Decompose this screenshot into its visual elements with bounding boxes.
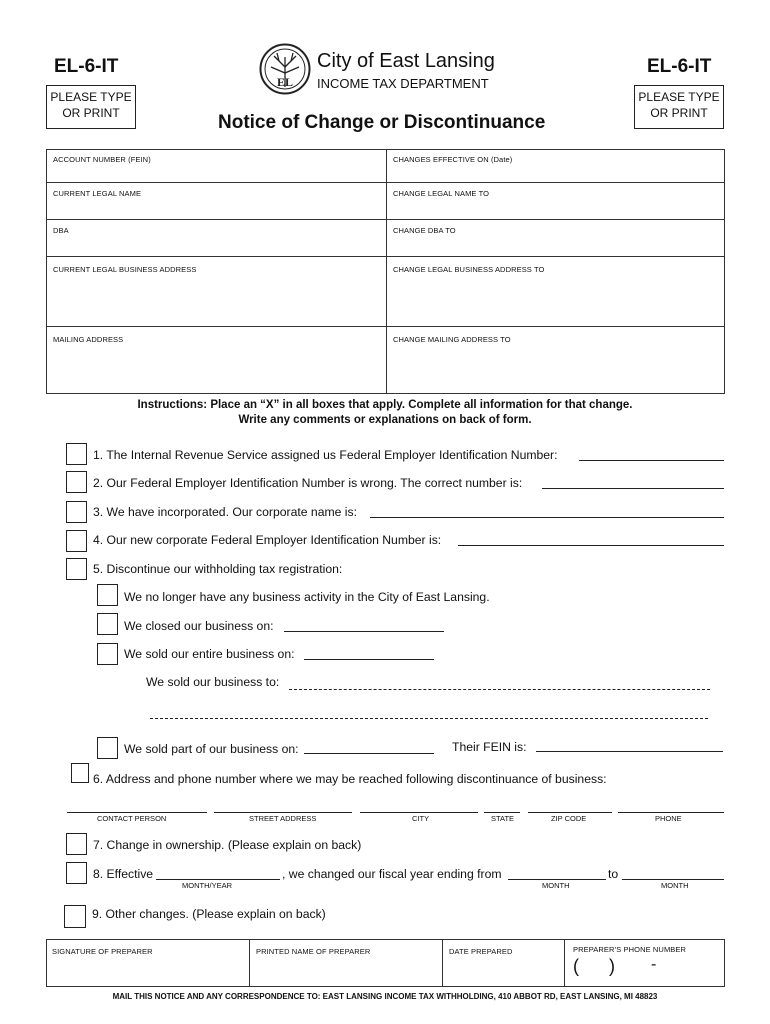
item-5b-line[interactable]	[284, 631, 444, 632]
street-line[interactable]	[214, 812, 352, 813]
phone-paren-close: )	[609, 956, 615, 976]
phone-line[interactable]	[618, 812, 724, 813]
checkbox-item-5c[interactable]	[97, 643, 118, 665]
zip-line[interactable]	[528, 812, 612, 813]
item-7-text: 7. Change in ownership. (Please explain on back)	[93, 838, 362, 852]
dba-label: DBA	[53, 226, 69, 235]
type-note-line2: OR PRINT	[62, 106, 120, 120]
signature-label: SIGNATURE OF PREPARER	[52, 947, 153, 956]
checkbox-item-5e[interactable]	[97, 737, 118, 759]
dba-field[interactable]	[46, 219, 387, 257]
instructions-line1: Instructions: Place an “X” in all boxes that apply. Complete all information for that change.	[137, 399, 633, 411]
item-5b-text: We closed our business on:	[124, 619, 274, 633]
state-label: STATE	[491, 814, 515, 823]
mailing-address-label: MAILING ADDRESS	[53, 335, 124, 344]
printed-name-label: PRINTED NAME OF PREPARER	[256, 947, 371, 956]
signature-field[interactable]	[46, 939, 250, 987]
checkbox-item-5a[interactable]	[97, 584, 118, 606]
type-note-right	[634, 85, 724, 129]
item-2-text: 2. Our Federal Employer Identification Number is wrong. The correct number is:	[93, 476, 523, 490]
contact-person-line[interactable]	[67, 812, 207, 813]
state-line[interactable]	[484, 812, 520, 813]
change-legal-name-label: CHANGE LEGAL NAME TO	[393, 189, 490, 198]
item-8-to-line[interactable]	[622, 879, 724, 880]
checkbox-item-5b[interactable]	[97, 613, 118, 635]
item-5c-line[interactable]	[304, 659, 434, 660]
street-label: STREET ADDRESS	[249, 814, 317, 823]
form-id-right: EL-6-IT	[647, 56, 712, 77]
current-legal-name-label: CURRENT LEGAL NAME	[53, 189, 142, 198]
change-dba-field[interactable]	[386, 219, 725, 257]
checkbox-item-6[interactable]	[71, 763, 89, 783]
preparer-phone-label: PREPARER’S PHONE NUMBER	[573, 945, 687, 954]
month-label-2: MONTH	[661, 881, 689, 890]
checkbox-item-9[interactable]	[64, 905, 86, 928]
type-note-line1: PLEASE TYPE	[50, 90, 132, 104]
month-year-label: MONTH/YEAR	[182, 881, 233, 890]
item-8-from-line[interactable]	[508, 879, 606, 880]
item-5e-line[interactable]	[304, 753, 434, 754]
checkbox-item-1[interactable]	[66, 443, 87, 465]
printed-name-field[interactable]	[249, 939, 443, 987]
change-dba-label: CHANGE DBA TO	[393, 226, 456, 235]
type-note-line2-right: OR PRINT	[650, 106, 708, 120]
city-name: City of East Lansing	[317, 50, 495, 72]
item-9-text: 9. Other changes. (Please explain on back)	[92, 907, 326, 921]
change-mailing-field[interactable]	[386, 326, 725, 394]
item-4-text: 4. Our new corporate Federal Employer Identification Number is:	[93, 533, 442, 547]
page-title: Notice of Change or Discontinuance	[218, 112, 546, 133]
checkbox-item-2[interactable]	[66, 471, 87, 493]
date-prepared-field[interactable]	[442, 939, 565, 987]
city-label: CITY	[412, 814, 430, 823]
current-legal-name-field[interactable]	[46, 182, 387, 220]
item-5f-line[interactable]	[536, 751, 723, 752]
phone-paren-open: (	[573, 956, 579, 976]
department-name: INCOME TAX DEPARTMENT	[317, 76, 489, 91]
item-3-line[interactable]	[370, 517, 724, 518]
item-4-line[interactable]	[458, 545, 724, 546]
item-5f-text: Their FEIN is:	[452, 740, 527, 754]
item-8b-text: , we changed our fiscal year ending from	[282, 867, 502, 881]
preparer-phone-field[interactable]	[564, 939, 725, 987]
item-3-text: 3. We have incorporated. Our corporate name is:	[93, 505, 357, 519]
item-1-text: 1. The Internal Revenue Service assigned us Federal Employer Identification Number:	[93, 448, 558, 462]
item-5d-line2[interactable]	[150, 718, 708, 719]
checkbox-item-4[interactable]	[66, 530, 87, 552]
city-line[interactable]	[360, 812, 478, 813]
type-note-left	[46, 85, 136, 129]
account-number-field[interactable]	[46, 149, 387, 183]
item-5d-line[interactable]	[289, 689, 710, 690]
checkbox-item-7[interactable]	[66, 833, 87, 855]
item-5-text: 5. Discontinue our withholding tax registration:	[93, 562, 343, 576]
current-address-label: CURRENT LEGAL BUSINESS ADDRESS	[53, 265, 197, 274]
month-label-1: MONTH	[542, 881, 570, 890]
item-1-line[interactable]	[579, 460, 724, 461]
change-legal-name-field[interactable]	[386, 182, 725, 220]
item-8-effective-line[interactable]	[156, 879, 280, 880]
form-id-left: EL-6-IT	[54, 56, 119, 77]
item-8a-text: 8. Effective	[93, 867, 154, 881]
item-5a-text: We no longer have any business activity in the City of East Lansing.	[124, 590, 490, 604]
item-8c-text: to	[608, 867, 619, 881]
change-mailing-label: CHANGE MAILING ADDRESS TO	[393, 335, 511, 344]
phone-label: PHONE	[655, 814, 682, 823]
item-5e-text: We sold part of our business on:	[124, 742, 299, 756]
zip-label: ZIP CODE	[551, 814, 587, 823]
type-note-line1-right: PLEASE TYPE	[638, 90, 720, 104]
footer-mailing: MAIL THIS NOTICE AND ANY CORRESPONDENCE TO: EAST LANSING INCOME TAX WITHHOLDING, 410 ABBOT RD, EAST LANSING, MI 48823	[112, 992, 658, 1001]
checkbox-item-5[interactable]	[66, 558, 87, 580]
phone-dash: -	[651, 956, 657, 973]
seal-lettering: EL	[276, 75, 294, 89]
item-5d-text: We sold our business to:	[146, 675, 280, 689]
current-address-field[interactable]	[46, 256, 387, 327]
date-prepared-label: DATE PREPARED	[449, 947, 513, 956]
change-address-label: CHANGE LEGAL BUSINESS ADDRESS TO	[393, 265, 545, 274]
item-2-line[interactable]	[542, 488, 724, 489]
item-6-text: 6. Address and phone number where we may be reached following discontinuance of business:	[93, 772, 607, 786]
checkbox-item-8[interactable]	[66, 862, 87, 884]
contact-person-label: CONTACT PERSON	[97, 814, 167, 823]
changes-effective-label: CHANGES EFFECTIVE ON (Date)	[393, 155, 513, 164]
mailing-address-field[interactable]	[46, 326, 387, 394]
item-5c-text: We sold our entire business on:	[124, 647, 295, 661]
account-number-label: ACCOUNT NUMBER (FEIN)	[53, 155, 151, 164]
checkbox-item-3[interactable]	[66, 501, 87, 523]
instructions-line2: Write any comments or explanations on back of form.	[238, 414, 532, 426]
changes-effective-field[interactable]	[386, 149, 725, 183]
change-address-field[interactable]	[386, 256, 725, 327]
city-seal-icon	[259, 43, 311, 95]
